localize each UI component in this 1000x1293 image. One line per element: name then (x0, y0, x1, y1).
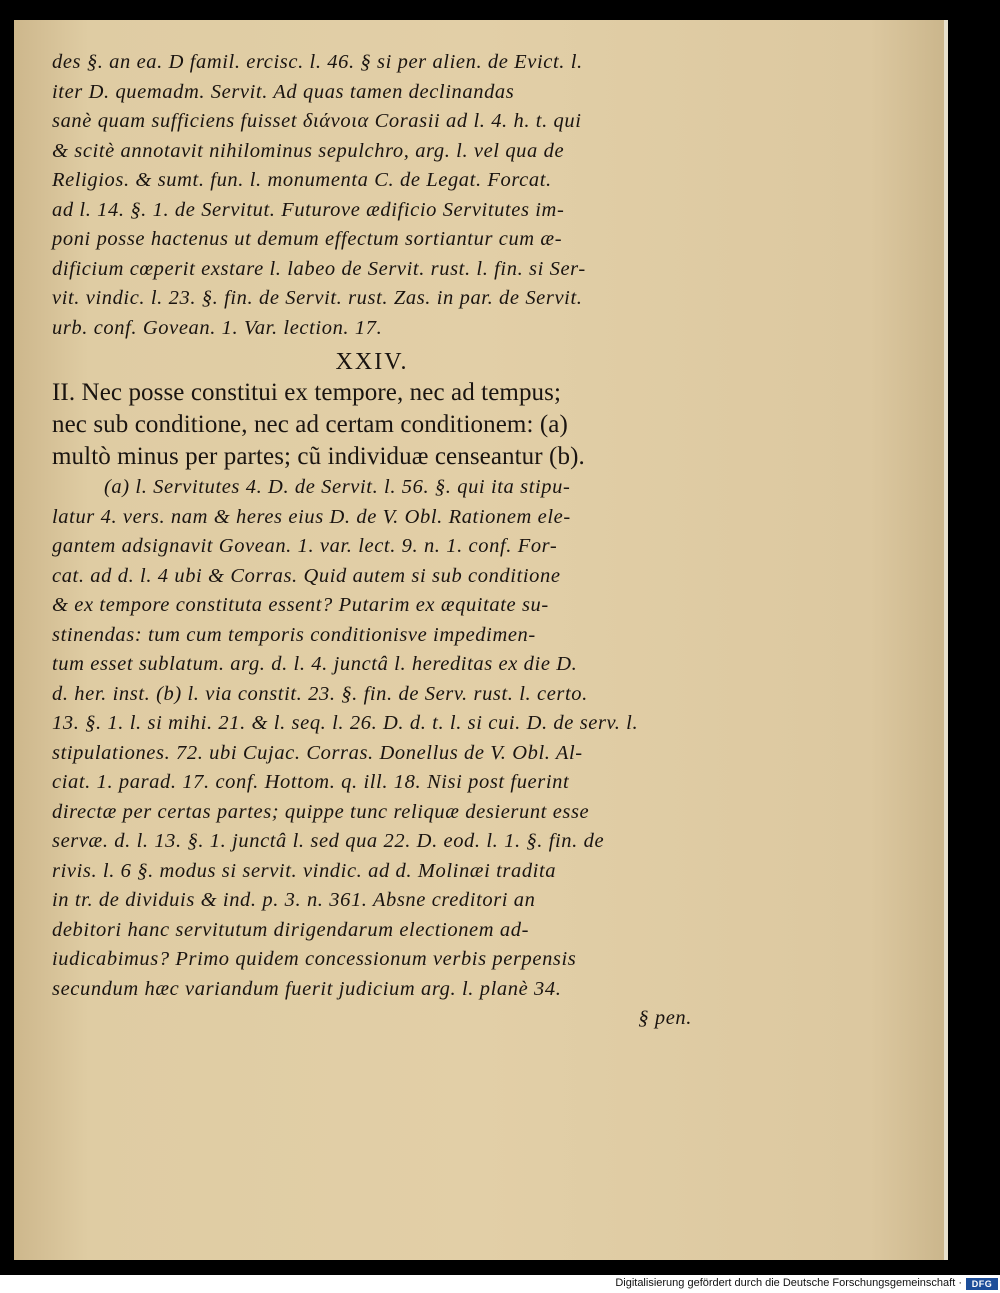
thesis-line: II. Nec posse constitui ex tempore, nec ad tempus; (52, 379, 562, 406)
catchword: § pen. (638, 1007, 692, 1029)
section-heading: XXIV. (335, 349, 409, 375)
note-line: iudicabimus? Primo quidem concessionum verbis perpensis (52, 948, 577, 970)
thesis-line: nec sub conditione, nec ad certam conditionem: (a) (52, 411, 568, 438)
dfg-credit: Digitalisierung gefördert durch die Deutsche Forschungsgemeinschaft · (615, 1277, 962, 1289)
note-line: stinendas: tum cum temporis conditionisve impedimen- (52, 623, 536, 646)
thesis-line: multò minus per partes; cũ individuæ censeantur (b). (52, 443, 585, 470)
text-line: & scitè annotavit nihilominus sepulchro, arg. l. vel qua de (52, 139, 565, 162)
page-edge (944, 20, 948, 1260)
text-line: urb. conf. Govean. 1. Var. lection. 17. (52, 316, 383, 339)
note-line: stipulationes. 72. ubi Cujac. Corras. Donellus de V. Obl. Al- (52, 741, 583, 764)
note-line: directæ per certas partes; quippe tunc reliquæ desierunt esse (52, 800, 590, 823)
note-line: (a) l. Servitutes 4. D. de Servit. l. 56. §. qui ita stipu- (104, 476, 571, 498)
note-line: tum esset sublatum. arg. d. l. 4. junctâ l. hereditas ex die D. (52, 653, 578, 675)
text-line: des §. an ea. D famil. ercisc. l. 46. § si per alien. de Evict. l. (52, 51, 583, 73)
note-line: secundum hæc variandum fuerit judicium arg. l. planè 34. (52, 977, 562, 1000)
note-line: cat. ad d. l. 4 ubi & Corras. Quid autem si sub conditione (52, 564, 561, 587)
text-line: Religios. & sumt. fun. l. monumenta C. de Legat. Forcat. (52, 169, 552, 191)
dfg-logo[interactable]: DFG (966, 1278, 998, 1290)
note-line: ciat. 1. parad. 17. conf. Hottom. q. ill. 18. Nisi post fuerint (52, 771, 570, 793)
note-line: 13. §. 1. l. si mihi. 21. & l. seq. l. 26. D. d. t. l. si cui. D. de serv. l. (52, 712, 639, 734)
text-line: poni posse hactenus ut demum effectum sortiantur cum æ- (52, 228, 563, 250)
text-line: dificium cœperit exstare l. labeo de Servit. rust. l. fin. si Ser- (52, 257, 586, 280)
note-line: debitori hanc servitutum dirigendarum electionem ad- (52, 918, 529, 941)
note-line: latur 4. vers. nam & heres eius D. de V. Obl. Rationem ele- (52, 505, 571, 528)
note-line: gantem adsignavit Govean. 1. var. lect. 9. n. 1. conf. For- (52, 535, 558, 557)
note-line: servæ. d. l. 13. §. 1. junctâ l. sed qua 22. D. eod. l. 1. §. fin. de (52, 830, 605, 852)
note-line: rivis. l. 6 §. modus si servit. vindic. ad d. Molinæi tradita (52, 859, 557, 882)
text-line: vit. vindic. l. 23. §. fin. de Servit. rust. Zas. in par. de Servit. (52, 287, 583, 309)
footer-bar (0, 1276, 1000, 1293)
page-text (52, 48, 692, 1034)
note-line: in tr. de dividuis & ind. p. 3. n. 361. Absne creditori an (52, 889, 536, 911)
text-line: sanè quam sufficiens fuisset διάνοια Corasii ad l. 4. h. t. qui (52, 110, 582, 132)
text-line: ad l. 14. §. 1. de Servitut. Futurove ædificio Servitutes im- (52, 198, 565, 221)
note-line: & ex tempore constituta essent? Putarim ex æquitate su- (52, 594, 549, 616)
text-line: iter D. quemadm. Servit. Ad quas tamen declinandas (52, 80, 515, 103)
note-line: d. her. inst. (b) l. via constit. 23. §. fin. de Serv. rust. l. certo. (52, 682, 588, 705)
